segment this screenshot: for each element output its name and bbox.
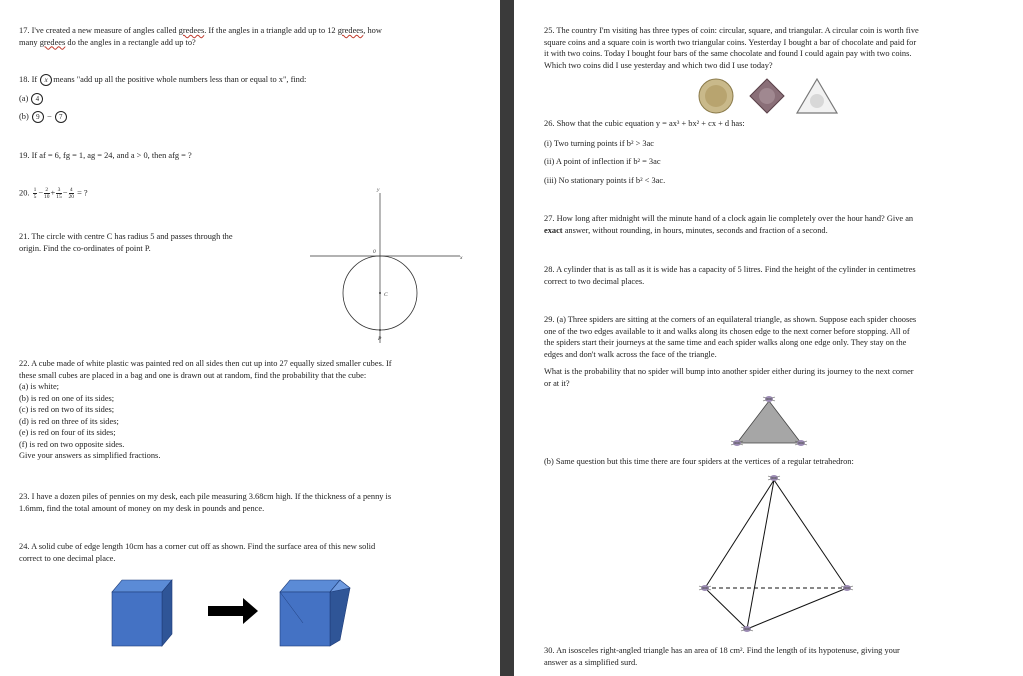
q25-line: square coins and a square coin is worth two triangular coins. Yesterday I bought a bar of chocolate and paid for: [544, 37, 917, 47]
question-29: [544, 314, 1014, 389]
q17-text: . If the angles in a triangle add up to 12: [204, 26, 338, 35]
numerator: 1: [33, 187, 37, 193]
q18-text: 18. If: [19, 75, 40, 84]
left-page: [0, 0, 500, 676]
q28-line: 28. A cylinder that is as tall as it is wide has a capacity of 5 litres. Find the height of the cylinder in centimetres: [544, 265, 916, 274]
q25-line: Which two coins did I use yesterday and which two did I use today?: [544, 60, 773, 70]
q23-line: 1.6mm, find the total amount of money on my desk in pounds and pence.: [19, 503, 265, 513]
operator: +: [50, 188, 56, 198]
q23-line: 23. I have a dozen piles of pennies on my desk, each pile measuring 3.68cm high. If the thickness of a penny is: [19, 492, 392, 501]
q22-part: (e) is red on four of its sides;: [19, 428, 116, 437]
triangle-spiders-figure: [729, 393, 809, 453]
fraction: [33, 187, 38, 200]
q22-part: (a) is white;: [19, 382, 60, 391]
q22-part: (c) is red on two of its sides;: [19, 405, 115, 414]
spider-icon: [763, 396, 775, 402]
q17-text: 17. I've created a new measure of angles called: [19, 26, 179, 35]
q22-part: (b) is red on one of its sides;: [19, 393, 115, 403]
page-gutter: [500, 0, 514, 676]
q25-line: 25. The country I'm visiting has three types of coin: circular, square, and triangular. A circular coin is worth five: [544, 26, 919, 35]
q30-line: 30. An isosceles right-angled triangle has an area of 18 cm². Find the length of its hypotenuse, giving your: [544, 646, 900, 655]
fraction: [44, 187, 50, 200]
q21-line: origin. Find the co-ordinates of point P.: [19, 243, 151, 253]
x-axis-label: x: [460, 255, 463, 261]
q18-part-a: [19, 93, 44, 105]
spider-icon: [699, 585, 711, 591]
question-24: [19, 541, 489, 564]
tetra-edge: [705, 588, 747, 629]
operator: −: [62, 188, 68, 198]
question-20: [19, 187, 88, 200]
fraction: [69, 187, 75, 200]
q19-text: 19. If af = 6, fg = 1, ag = 24, and a > 0, then afg = ?: [19, 151, 192, 160]
q28-line: correct to two decimal places.: [544, 276, 645, 286]
q17-word: gredees: [178, 26, 205, 35]
q30-line: answer as a simplified surd.: [544, 657, 638, 667]
circle-diagram: [300, 183, 470, 358]
question-26: [544, 118, 1014, 186]
fraction: [56, 187, 62, 200]
question-19: [19, 150, 192, 162]
right-page: [514, 0, 1023, 676]
numerator: 3: [57, 187, 61, 193]
origin-label: 0: [373, 249, 376, 255]
arrow-right-icon: [208, 598, 258, 624]
cut-cube-top-face: [280, 580, 340, 592]
question-17: [19, 25, 489, 48]
q29-question: What is the probability that no spider will bump into another spider either during its journey to the next corner: [544, 367, 914, 376]
q18-operator: −: [44, 112, 54, 121]
question-29b: [544, 456, 1014, 468]
q17-text: do the angles in a rectangle add up to?: [65, 37, 196, 47]
q18-b-label: (b): [19, 112, 31, 121]
q18-text: means "add up all the positive whole numbers less than or equal to x", find:: [53, 75, 307, 84]
tetra-edge: [747, 480, 774, 629]
question-22: [19, 358, 489, 462]
q25-line: it with two coins. Today I bought four bars of the same chocolate and found I could again pay with two coins.: [544, 49, 912, 58]
center-label: C: [384, 292, 388, 298]
center-point: [379, 292, 381, 294]
cube-top-face: [112, 580, 172, 592]
q17-text: many: [19, 37, 40, 47]
denominator: 5: [33, 194, 37, 200]
q29-line: the spiders start their journeys at the same time and each spider walks along one edge only. They stay on the: [544, 338, 907, 347]
denominator: 15: [56, 194, 62, 200]
coins-figure: [697, 77, 847, 117]
q27-bold-word: exact: [544, 225, 563, 235]
q17-text: , how: [363, 26, 382, 35]
q24-line: 24. A solid cube of edge length 10cm has a corner cut off as shown. Find the surface area of this new solid: [19, 542, 376, 551]
circled-9: 9: [32, 111, 44, 123]
question-25: [544, 25, 1014, 71]
question-27: [544, 213, 1014, 236]
q26-line: 26. Show that the cubic equation y = ax³ + bx² + cx + d has:: [544, 119, 745, 128]
question-21: [19, 231, 299, 254]
cut-cube-front-face: [280, 592, 330, 646]
tetra-edge: [705, 480, 774, 588]
q29-question: or at it?: [544, 378, 570, 388]
q22-line: 22. A cube made of white plastic was painted red on all sides then cut up into 27 equally sized smaller cubes. If: [19, 359, 392, 368]
numerator: 2: [45, 187, 49, 193]
tetra-edge: [747, 588, 847, 629]
numerator: 4: [69, 187, 73, 193]
question-28: [544, 264, 1014, 287]
point-p: [379, 329, 381, 331]
spider-icon: [768, 475, 780, 481]
cube-figures: [108, 578, 358, 650]
q17-word: gredees: [39, 37, 66, 47]
q24-line: correct to one decimal place.: [19, 553, 116, 563]
circular-coin-detail: [705, 85, 727, 107]
q18-a-label: (a): [19, 94, 31, 103]
denominator: 10: [44, 194, 50, 200]
y-axis-label: y: [377, 187, 380, 193]
q22-footer: Give your answers as simplified fractions.: [19, 451, 161, 460]
q29-part-b: (b) Same question but this time there are four spiders at the vertices of a regular tetrahedron:: [544, 457, 854, 466]
question-18: [19, 74, 489, 86]
triangular-coin-detail: [810, 94, 824, 108]
q20-end: = ?: [77, 188, 88, 198]
q18-part-b: [19, 111, 68, 123]
circled-x-symbol: x: [40, 74, 52, 86]
tetrahedron-figure: [697, 472, 862, 637]
point-p-label: P: [378, 336, 382, 342]
q22-line: these small cubes are placed in a bag and one is drawn out at random, find the probability that the cube:: [19, 370, 367, 380]
q27-line: 27. How long after midnight will the minute hand of a clock again lie completely over the hour hand? Give an: [544, 214, 914, 223]
circled-7: 7: [55, 111, 67, 123]
q26-part-i: (i) Two turning points if b² > 3ac: [544, 138, 655, 148]
q22-part: (f) is red on two opposite sides.: [19, 439, 125, 449]
q21-line: 21. The circle with centre C has radius 5 and passes through the: [19, 232, 233, 241]
circled-4: 4: [31, 93, 43, 105]
question-30: [544, 645, 1014, 668]
q29-line: edges and don't walk across the face of the triangle.: [544, 349, 717, 359]
cube-side-face: [162, 580, 172, 646]
equilateral-triangle: [737, 401, 801, 443]
q29-line: 29. (a) Three spiders are sitting at the corners of an equilateral triangle, as shown. Suppose each spider chooses: [544, 315, 917, 324]
square-coin-detail: [759, 88, 775, 104]
q26-part-iii: (iii) No stationary points if b² < 3ac.: [544, 175, 666, 185]
q17-word: gredees: [337, 26, 364, 35]
operator: −: [38, 188, 44, 198]
question-23: [19, 491, 489, 514]
q22-part: (d) is red on three of its sides;: [19, 416, 119, 426]
q27-line: answer, without rounding, in hours, minutes, seconds and fraction of a second.: [562, 225, 828, 235]
q20-label: 20.: [19, 188, 32, 198]
q26-part-ii: (ii) A point of inflection if b² = 3ac: [544, 157, 661, 166]
tetra-edge: [774, 480, 847, 588]
denominator: 20: [68, 194, 75, 200]
cube-front-face: [112, 592, 162, 646]
q29-line: one of the two edges available to it and walks along its chosen edge to the next corner before stopping. All of: [544, 326, 910, 336]
